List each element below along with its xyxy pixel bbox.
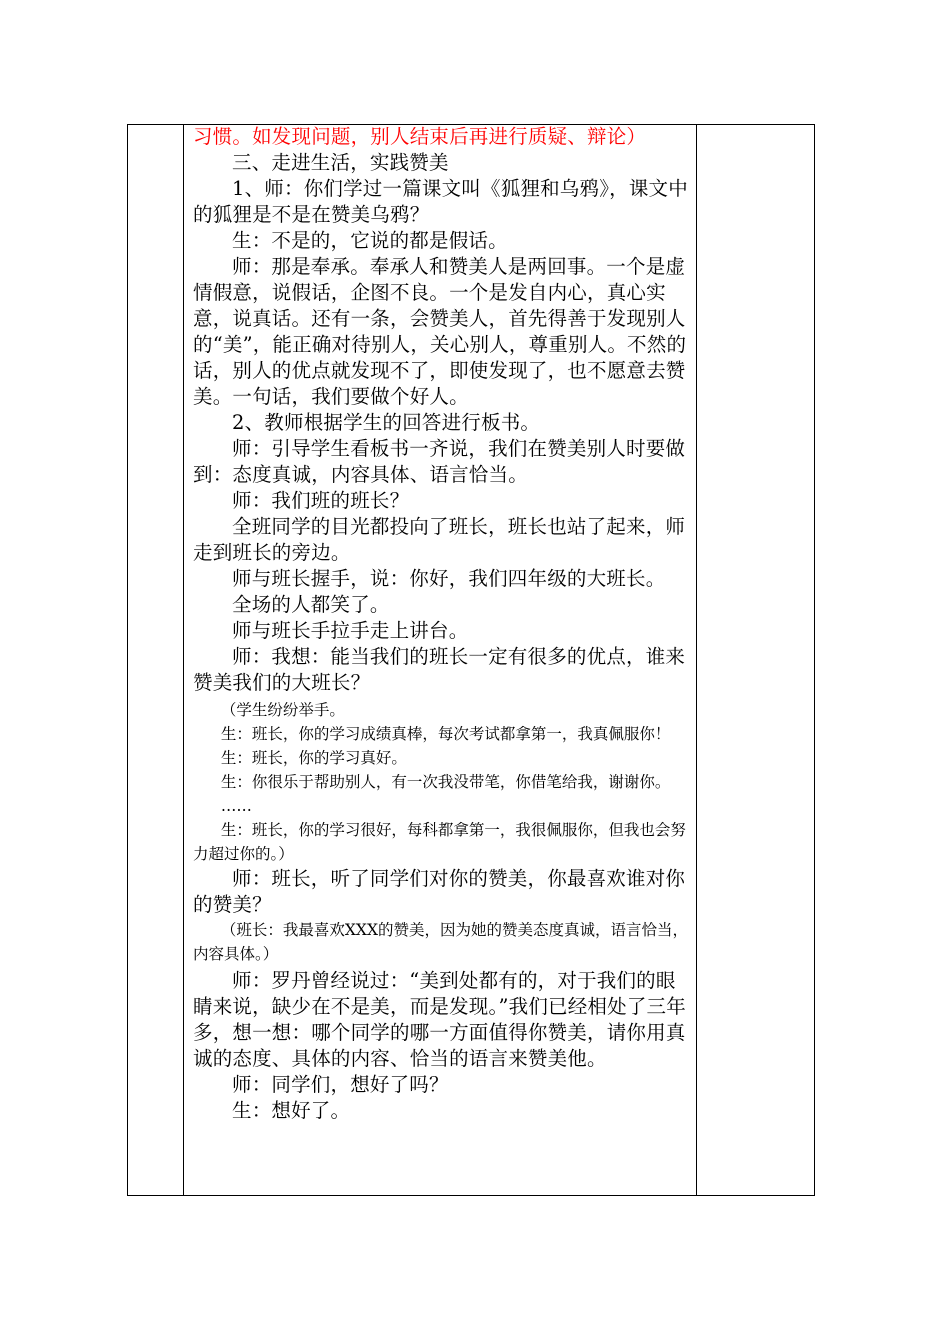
column-divider-left — [183, 125, 184, 1195]
small-paragraph: 生：班长，你的学习成绩真棒，每次考试都拿第一，我真佩服你！ — [220, 725, 671, 743]
small-paragraph: （班长：我最喜欢XXX的赞美，因为她的赞美态度真诚，语言恰当，内容具体。） — [193, 921, 688, 963]
paragraph: 师与班长手拉手走上讲台。 — [232, 619, 469, 642]
lesson-content — [193, 124, 693, 1124]
paragraph: 2、教师根据学生的回答进行板书。 — [232, 411, 541, 434]
small-paragraph: 生：你很乐于帮助别人，有一次我没带笔，你借笔给我，谢谢你。 — [220, 773, 671, 791]
section-heading: 三、走进生活，实践赞美 — [232, 151, 449, 174]
column-divider-right — [696, 125, 697, 1195]
paragraph: 师：我们班的班长？ — [232, 489, 410, 512]
paragraph: 师：罗丹曾经说过：“美到处都有的，对于我们的眼睛来说，缺少在不是美，而是发现。”我们已经相处了三年多，想一想：哪个同学的哪一方面值得你赞美，请你用真诚的态度、具体的内容、恰当的语言来赞美他。 — [193, 969, 686, 1070]
ellipsis-line: …… — [220, 797, 252, 815]
paragraph: 师与班长握手，说：你好，我们四年级的大班长。 — [232, 567, 666, 590]
paragraph: 师：班长，听了同学们对你的赞美，你最喜欢谁对你的赞美？ — [193, 867, 686, 916]
paragraph: 师：引导学生看板书一齐说，我们在赞美别人时要做到：态度真诚，内容具体、语言恰当。 — [193, 437, 686, 486]
paragraph: 全场的人都笑了。 — [232, 593, 390, 616]
red-note-line: 习惯。如发现问题，别人结束后再进行质疑、辩论） — [193, 125, 647, 148]
paragraph: 全班同学的目光都投向了班长，班长也站了起来，师走到班长的旁边。 — [193, 515, 686, 564]
paragraph: 师：我想：能当我们的班长一定有很多的优点，谁来赞美我们的大班长？ — [193, 645, 686, 694]
paragraph: 生：想好了。 — [232, 1099, 351, 1122]
paragraph: 生：不是的，它说的都是假话。 — [232, 229, 508, 252]
small-paragraph: 生：班长，你的学习很好，每科都拿第一，我很佩服你，但我也会努力超过你的。） — [193, 821, 686, 863]
paragraph: 1、师：你们学过一篇课文叫《狐狸和乌鸦》，课文中的狐狸是不是在赞美乌鸦？ — [193, 177, 688, 226]
paragraph: 师：同学们，想好了吗？ — [232, 1073, 449, 1096]
paragraph: 师：那是奉承。奉承人和赞美人是两回事。一个是虚情假意，说假话，企图不良。一个是发自内心，真心实意，说真话。还有一条，会赞美人，首先得善于发现别人的“美”，能正确对待别人，关心别人，尊重别人。不然的话，别人的优点就发现不了，即使发现了，也不愿意去赞美。一句话，我们要做个好人。 — [193, 255, 687, 408]
small-paragraph: （学生纷纷举手。 — [220, 701, 345, 719]
small-paragraph: 生：班长，你的学习真好。 — [220, 749, 407, 767]
